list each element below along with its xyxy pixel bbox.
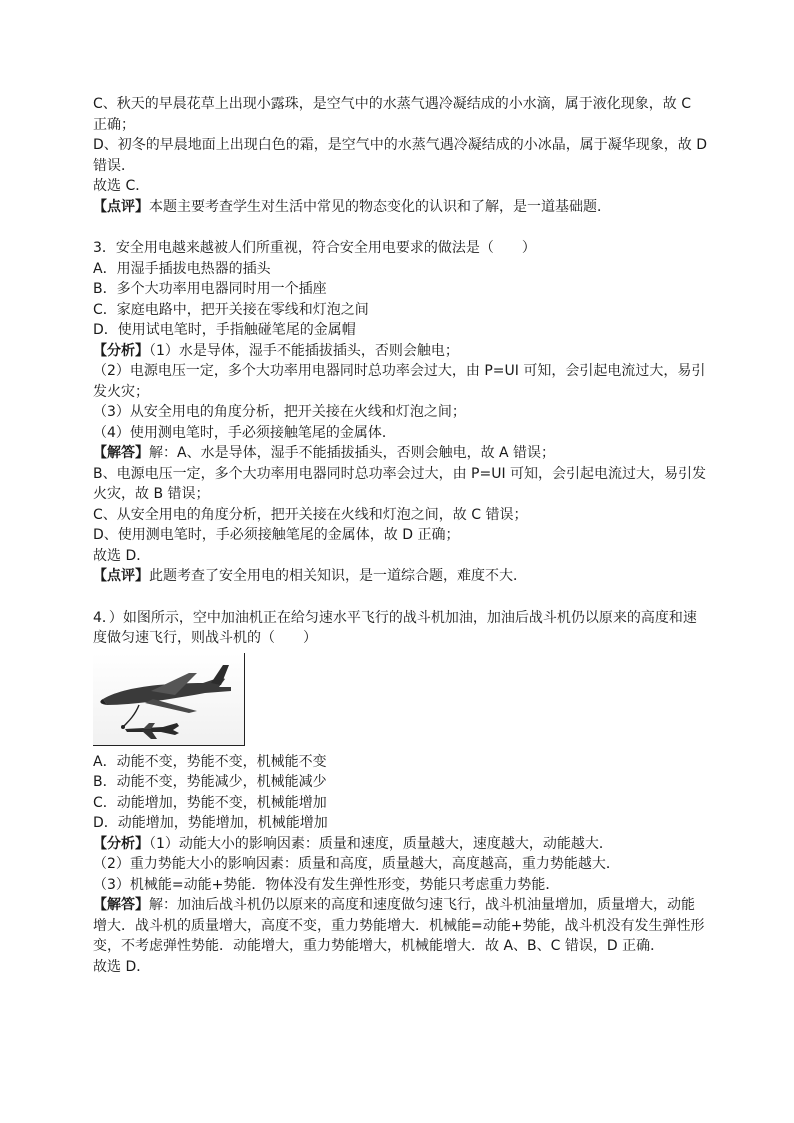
q2-option-d-line2: 错误． <box>93 157 135 174</box>
q2-option-c-line1: C、秋天的早晨花草上出现小露珠，是空气中的水蒸气遇冷凝结成的小水滴，属于液化现象，故 C <box>93 96 691 112</box>
q4-analysis <box>93 834 713 855</box>
q2-choose: 故选 C． <box>93 178 150 194</box>
q4-answer-line: 故选 D． <box>93 958 151 975</box>
q4-option-d: D．动能增加，势能增加，机械能增加 <box>93 815 328 831</box>
analysis-tag: 【分析】 <box>93 342 149 359</box>
q4-stem-line2: 度做匀速飞行，则战斗机的（ ） <box>93 630 317 646</box>
q4-option-a: A．动能不变，势能不变，机械能不变 <box>93 753 327 770</box>
q3-answer-line: 故选 D． <box>93 547 151 564</box>
q2-comment <box>93 197 713 218</box>
q3-stem: 3．安全用电越来越被人们所重视，符合安全用电要求的做法是（ ） <box>93 240 536 256</box>
q4-answer-line: 变，不考虑弹性势能．动能增大，重力势能增大，机械能增大．故 A、B、C 错误，D 正确． <box>93 938 665 954</box>
q3-analysis-line: （2）电源电压一定，多个大功率用电器同时总功率会过大，由 P=UI 可知，会引起电流过大，易引 <box>93 363 706 379</box>
analysis-text: （1）动能大小的影响因素：质量和速度，质量越大，速度越大，动能越大． <box>149 835 613 852</box>
q2-option-d-line1: D、初冬的早晨地面上出现白色的霜，是空气中的水蒸气遇冷凝结成的小冰晶，属于凝华现象，故 D <box>93 137 708 153</box>
q3-answer <box>93 443 713 464</box>
comment-text: 此题考查了安全用电的相关知识，是一道综合题，难度不大． <box>149 568 527 584</box>
comment-tag: 【点评】 <box>93 198 149 215</box>
aerial-refueling-photo <box>93 653 245 746</box>
q3-analysis-line: （3）从安全用电的角度分析，把开关接在火线和灯泡之间； <box>93 404 466 420</box>
answer-tag: 【解答】 <box>93 445 149 461</box>
q3-analysis-line: （4）使用测电笔时，手必须接触笔尾的金属体． <box>93 424 396 441</box>
q3-comment <box>93 566 713 587</box>
q4-option-b: B．动能不变，势能减少，机械能减少 <box>93 774 327 790</box>
q3-option-a: A．用湿手插拔电热器的插头 <box>93 260 271 277</box>
q3-answer-line: C、从安全用电的角度分析，把开关接在火线和灯泡之间，故 C 错误； <box>93 506 528 523</box>
q2-option-c-line2: 正确； <box>93 116 135 133</box>
q4-answer <box>93 895 713 916</box>
q4-stem-line1: 4．）如图所示，空中加油机正在给匀速水平飞行的战斗机加油，加油后战斗机仍以原来的高度和速 <box>93 609 697 626</box>
q4-analysis-line: （3）机械能=动能+势能．物体没有发生弹性形变，势能只考虑重力势能． <box>93 876 560 893</box>
q3-answer-line: D、使用测电笔时，手必须接触笔尾的金属体，故 D 正确； <box>93 527 460 543</box>
aircraft-illustration-icon <box>93 653 244 745</box>
q3-analysis-line: 发火灾； <box>93 383 149 400</box>
q3-answer-line: B、电源电压一定，多个大功率用电器同时总功率会过大，由 P=UI 可知，会引起电流过大，易引发 <box>93 465 707 482</box>
q4-answer-line: 增大．战斗机的质量增大，高度不变，重力势能增大．机械能=动能+势能，战斗机没有发生弹性形 <box>93 917 705 934</box>
q3-analysis <box>93 341 713 362</box>
answer-text: 解：加油后战斗机仍以原来的高度和速度做匀速飞行，战斗机油量增加，质量增大，动能 <box>149 897 695 913</box>
q4-option-c: C．动能增加，势能不变，机械能增加 <box>93 794 327 811</box>
q4-analysis-line: （2）重力势能大小的影响因素：质量和高度，质量越大，高度越高，重力势能越大． <box>93 856 620 872</box>
answer-text: 解：A、水是导体，湿手不能插拔插头，否则会触电，故 A 错误； <box>149 445 556 461</box>
q3-option-c: C．家庭电路中，把开关接在零线和灯泡之间 <box>93 301 369 318</box>
q3-answer-line: 火灾，故 B 错误； <box>93 486 210 502</box>
analysis-tag: 【分析】 <box>93 835 149 852</box>
analysis-text: （1）水是导体，湿手不能插拔插头，否则会触电； <box>149 342 459 359</box>
comment-text: 本题主要考查学生对生活中常见的物态变化的认识和了解，是一道基础题． <box>149 198 611 215</box>
comment-tag: 【点评】 <box>93 568 149 584</box>
q3-option-d: D．使用试电笔时，手指触碰笔尾的金属帽 <box>93 322 356 338</box>
q3-option-b: B．多个大功率用电器同时用一个插座 <box>93 281 327 297</box>
answer-tag: 【解答】 <box>93 897 149 913</box>
page-content <box>93 94 713 977</box>
